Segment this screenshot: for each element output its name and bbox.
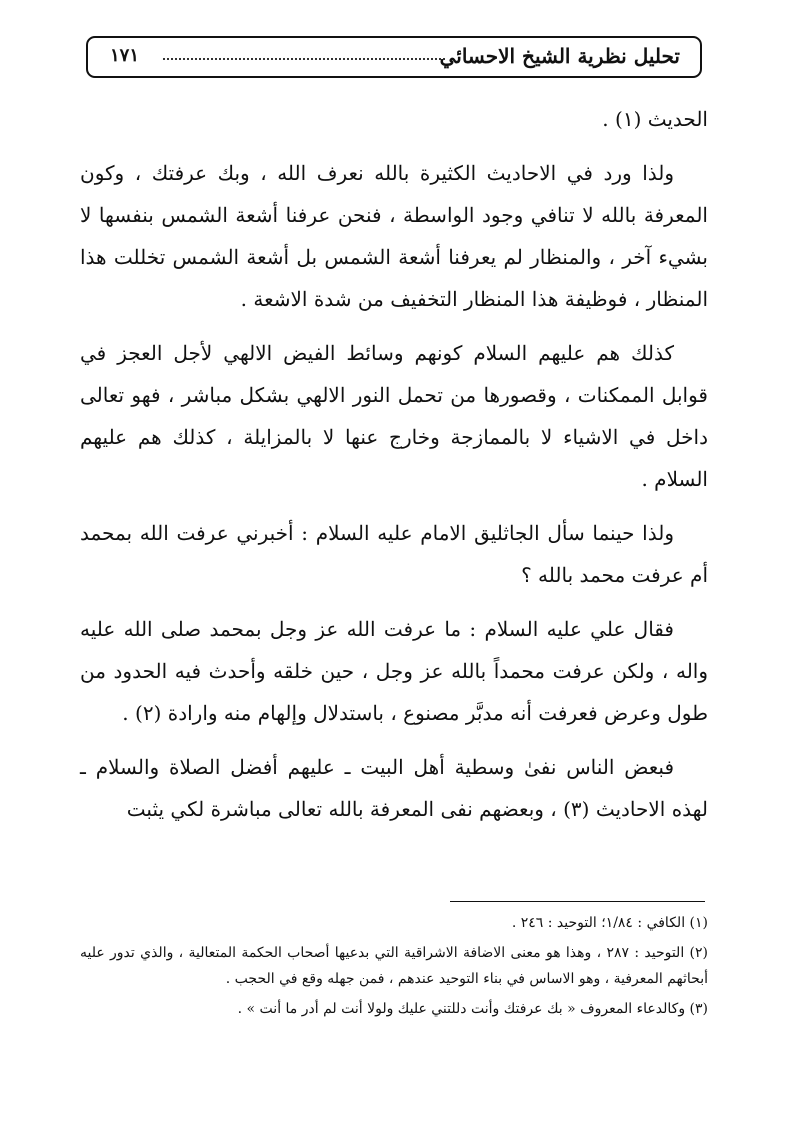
paragraph: كذلك هم عليهم السلام كونهم وسائط الفيض الالهي لأجل العجز في قوابل الممكنات ، وقصورها من تحمل النور الالهي بشكل مباشر ، فهو تعالى داخل في الاشياء لا بالممازجة وخارج عنها لا بالمزايلة ، كذلك هم عليهم السلام . [80, 341, 708, 491]
paragraph: فقال علي عليه السلام : ما عرفت الله عز وجل بمحمد صلى الله عليه واله ، ولكن عرفت محمداً بالله عز وجل ، حين خلقه وأحدث فيه الحدود من طول وعرض فعرفت أنه مدبَّر مصنوع ، باستدلال وإلهام منه وارادة (٢) . [80, 617, 708, 725]
header-dot-leader [163, 58, 445, 60]
footnote-separator [450, 901, 705, 902]
body-text [80, 98, 708, 842]
paragraph: فبعض الناس نفىٰ وسطية أهل البيت ـ عليهم أفضل الصلاة والسلام ـ لهذه الاحاديث (٣) ، وبعضهم نفى المعرفة بالله تعالى مباشرة لكي يثبت [80, 755, 708, 821]
paragraph: ولذا حينما سأل الجاثليق الامام عليه السلام : أخبرني عرفت الله بمحمد أم عرفت محمد بالله ؟ [80, 521, 708, 587]
header-title: تحليل نظرية الشيخ الاحسائي [439, 44, 680, 68]
page-number: ١٧١ [110, 45, 140, 66]
paragraph: ولذا ورد في الاحاديث الكثيرة بالله نعرف الله ، وبك عرفتك ، وكون المعرفة بالله لا تنافي وجود الواسطة ، فنحن عرفنا أشعة الشمس بنفسها لا بشيء آخر ، والمنظار لم يعرفنا أشعة الشمس بل أشعة الشمس تخللت هذا المنظار ، فوظيفة هذا المنظار التخفيف من شدة الاشعة . [80, 161, 708, 311]
running-header [86, 36, 702, 78]
paragraph: الحديث (١) . [602, 107, 708, 131]
footnote: (٢) التوحيد : ٢٨٧ ، وهذا هو معنى الاضافة الاشراقية التي بدعيها أصحاب الحكمة المتعالية ، والذي تدور عليه أبحاثهم المعرفية ، وهو الاساس في بناء التوحيد عندهم ، فمن جهله وقع في الحجب . [80, 945, 708, 987]
footnotes [80, 910, 708, 1026]
footnote: (٣) وكالدعاء المعروف « بك عرفتك وأنت دللتني عليك ولولا أنت لم أدر ما أنت » . [237, 1001, 708, 1017]
footnote: (١) الكافي : ١/٨٤؛ التوحيد : ٢٤٦ . [511, 915, 708, 931]
